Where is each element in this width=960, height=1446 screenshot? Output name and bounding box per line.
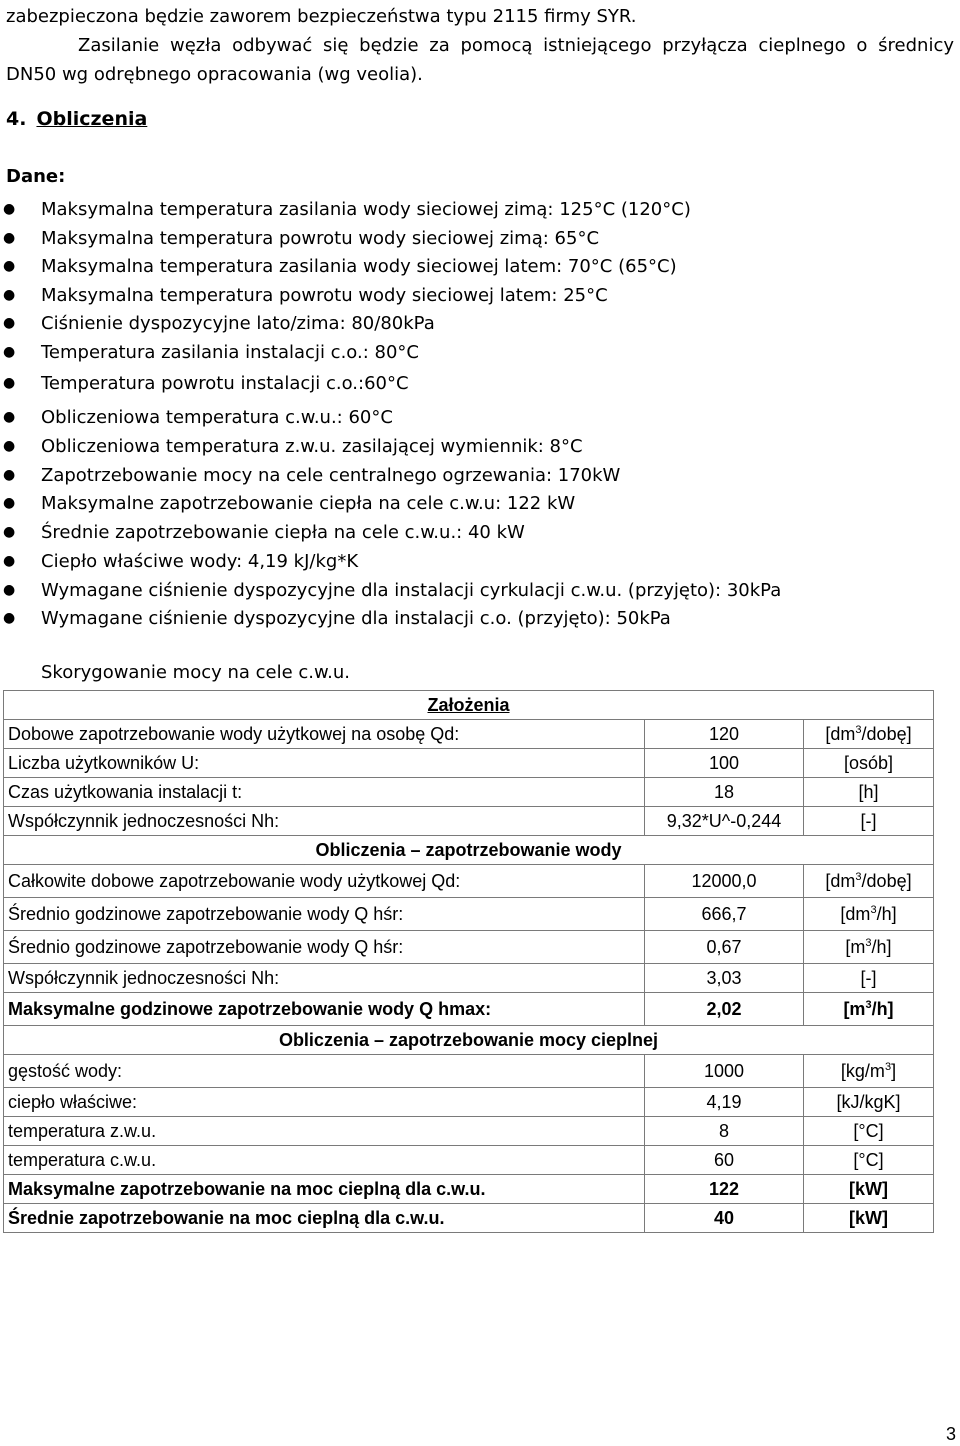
table-row: temperatura z.w.u. 8 [°C]: [4, 1117, 934, 1146]
table-row: Współczynnik jednoczesności Nh: 9,32*U^-0,244 [-]: [4, 807, 934, 836]
section-heading: [6, 108, 147, 130]
table-row: Liczba użytkowników U: 100 [osób]: [4, 749, 934, 778]
bullet-icon: ●: [3, 495, 16, 511]
table-row: Średnio godzinowe zapotrzebowanie wody Q hśr: 666,7 $[dm^3/h]$: [4, 898, 934, 931]
bullet-icon: ●: [3, 315, 16, 331]
table-row: Całkowite dobowe zapotrzebowanie wody użytkowej Qd: 12000,0 $[dm^3/dobę]$: [4, 865, 934, 898]
intro-paragraph-2: Zasilanie węzła odbywać się będzie za pomocą istniejącego przyłącza cieplnego o średnicy DN50 wg odrębnego opracowania (wg veolia).: [6, 35, 954, 85]
correction-label: Skorygowanie mocy na cele c.w.u.: [41, 662, 350, 683]
calculation-table: [3, 690, 934, 1233]
table-row: temperatura c.w.u. 60 [°C]: [4, 1146, 934, 1175]
table-header-row: [4, 691, 934, 720]
table-row: Czas użytkowania instalacji t: 18 [h]: [4, 778, 934, 807]
bullet-icon: ●: [3, 610, 16, 626]
table-row: Maksymalne godzinowe zapotrzebowanie wody Q hmax: 2,02 $[m^3/h]$: [4, 993, 934, 1026]
header-heat-demand: Obliczenia – zapotrzebowanie mocy cieplnej: [4, 1026, 934, 1055]
table-row: Średnio godzinowe zapotrzebowanie wody Q hśr: 0,67 $[m^3/h]$: [4, 931, 934, 964]
intro-line-1: zabezpieczona będzie zaworem bezpieczeństwa typu 2115 firmy SYR.: [6, 6, 637, 27]
bullet-icon: ●: [3, 344, 16, 360]
table-row: Dobowe zapotrzebowanie wody użytkowej na osobę Qd: 120 $[dm^3/dobę]$: [4, 720, 934, 749]
bullet-icon: ●: [3, 467, 16, 483]
table-row: Średnie zapotrzebowanie na moc cieplną dla c.w.u. 40 [kW]: [4, 1204, 934, 1233]
bullet-icon: ●: [3, 438, 16, 454]
bullet-icon: ●: [3, 524, 16, 540]
bullet-icon: ●: [3, 287, 16, 303]
table-row: gęstość wody: 1000 $[kg/m^3]$: [4, 1055, 934, 1088]
page-number: 3: [945, 1424, 956, 1444]
bullet-icon: ●: [3, 230, 16, 246]
bullet-icon: ●: [3, 582, 16, 598]
bullet-icon: ●: [3, 409, 16, 425]
table-row: Współczynnik jednoczesności Nh: 3,03 [-]: [4, 964, 934, 993]
dane-label: Dane:: [6, 166, 66, 187]
bullet-icon: ●: [3, 258, 16, 274]
table-header-row: [4, 1026, 934, 1055]
table-header-row: [4, 836, 934, 865]
bullet-icon: ●: [3, 553, 16, 569]
section-title: Obliczenia: [36, 108, 148, 130]
header-water-demand: Obliczenia – zapotrzebowanie wody: [4, 836, 934, 865]
table-row: Maksymalne zapotrzebowanie na moc cieplną dla c.w.u. 122 [kW]: [4, 1175, 934, 1204]
table-row: ciepło właściwe: 4,19 [kJ/kgK]: [4, 1088, 934, 1117]
bullet-icon: ●: [3, 201, 16, 217]
bullet-icon: ●: [3, 375, 16, 391]
intro-text: [6, 2, 954, 89]
section-number: 4.: [6, 108, 27, 130]
header-zalozenia: Założenia: [4, 691, 934, 720]
